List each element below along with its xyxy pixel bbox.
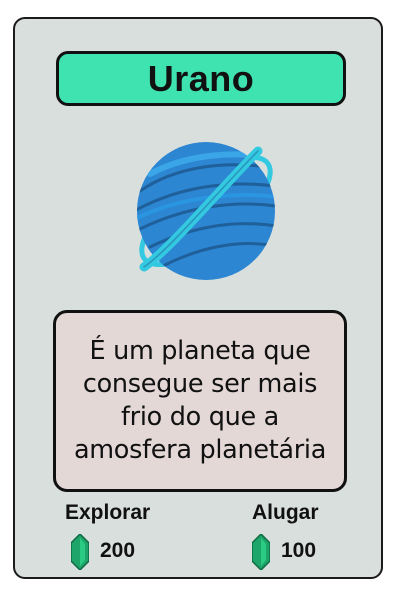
explore-value: 200 — [100, 539, 136, 562]
card-description — [74, 335, 326, 467]
explore-label: Explorar — [65, 501, 151, 524]
card-title: Urano — [147, 57, 255, 99]
green-gem-icon — [71, 534, 89, 570]
uranus-planet-icon — [130, 129, 280, 289]
description-line: frio do que a — [120, 402, 279, 432]
planet-card[interactable] — [13, 17, 383, 579]
description-box — [53, 310, 347, 492]
card-title-banner — [56, 51, 346, 106]
description-line: amosfera planetária — [73, 435, 327, 465]
green-gem-icon — [252, 534, 270, 570]
description-line: É um planeta que — [89, 336, 311, 366]
description-line: consegue ser mais — [82, 369, 318, 399]
rent-label: Alugar — [252, 501, 319, 524]
rent-value: 100 — [281, 539, 317, 562]
